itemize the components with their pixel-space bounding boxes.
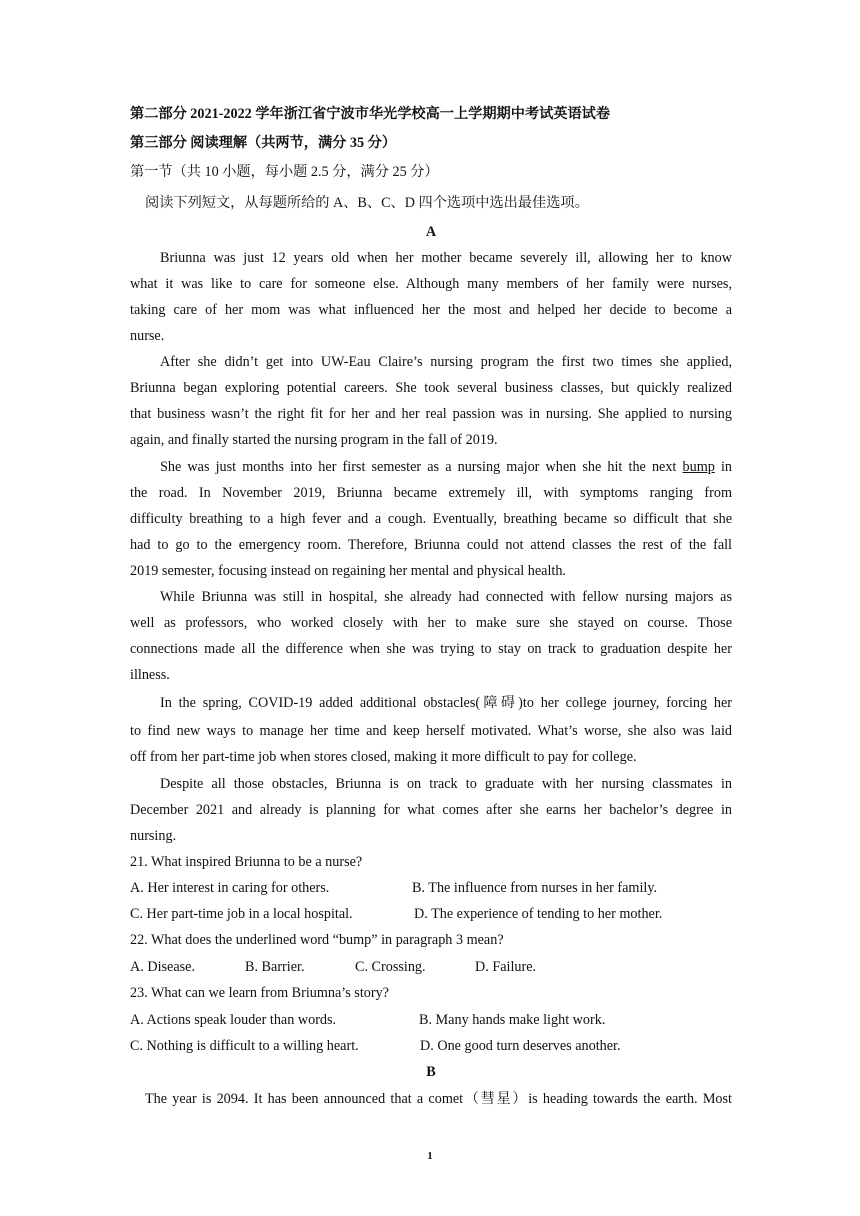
question-21-option-d: D. The experience of tending to her mother.: [414, 906, 663, 922]
passage-a-p2-line: again, and finally started the nursing program in the fall of 2019.: [130, 432, 498, 448]
passage-a-p4-line: illness.: [130, 667, 170, 683]
passage-a-p5-line: to find new ways to manage her time and keep herself motivated. What’s worse, she also was laid: [130, 723, 732, 739]
question-23-option-a: A. Actions speak louder than words.: [130, 1012, 337, 1028]
instructions: 阅读下列短文，从每题所给的 A、B、C、D 四个选项中选出最佳选项。: [145, 195, 589, 211]
passage-b-first-line: The year is 2094. It has been announced that a comet（彗星）is heading towards the earth. Most: [145, 1091, 732, 1107]
passage-a-p3-first-line: [160, 457, 732, 477]
passage-a-p6-line: December 2021 and already is planning for what comes after she earns her bachelor’s degree in: [130, 802, 732, 818]
question-22-option-d: D. Failure.: [475, 959, 537, 975]
passage-b-letter: B: [426, 1064, 436, 1080]
section-title: 第二部分 2021-2022 学年浙江省宁波市华光学校高一上学期期中考试英语试卷: [130, 106, 611, 122]
passage-a-p3-line: had to go to the emergency room. Therefore, Briunna could not attend classes the rest of the fall: [130, 537, 732, 553]
question-23-option-d: D. One good turn deserves another.: [420, 1038, 621, 1054]
passage-a-p3-line: difficulty breathing to a high fever and a cough. Eventually, breathing became so difficult that she: [130, 511, 732, 527]
question-22-option-c: C. Crossing.: [355, 959, 426, 975]
part-title: 第三部分 阅读理解（共两节，满分 35 分）: [130, 135, 397, 151]
passage-a-p2-line: that business wasn’t the right fit for her and her real passion was in nursing. She applied to nursing: [130, 406, 732, 422]
passage-a-p1-line: nurse.: [130, 328, 165, 344]
question-22-stem: 22. What does the underlined word “bump” in paragraph 3 mean?: [130, 932, 504, 948]
question-21-stem: 21. What inspired Briunna to be a nurse?: [130, 854, 363, 870]
question-22-option-b: B. Barrier.: [245, 959, 305, 975]
subsection-title: 第一节（共 10 小题，每小题 2.5 分，满分 25 分）: [130, 164, 439, 180]
question-21-option-c: C. Her part-time job in a local hospital.: [130, 906, 353, 922]
p3-text-after: in: [720, 459, 733, 475]
passage-a-p4-line: connections made all the difference when she was trying to stay on track to graduation despite her: [130, 641, 732, 657]
passage-a-p5-line: In the spring, COVID-19 added additional obstacles(障碍)to her college journey, forcing her: [160, 695, 732, 711]
question-23-stem: 23. What can we learn from Briumna’s story?: [130, 985, 389, 1001]
question-23-option-b: B. Many hands make light work.: [419, 1012, 606, 1028]
passage-a-p1-line: what it was like to care for someone else. Although many members of her family were nurses,: [130, 276, 732, 292]
page-number: 1: [427, 1150, 433, 1162]
question-23-option-c: C. Nothing is difficult to a willing heart.: [130, 1038, 359, 1054]
p3-text-before: She was just months into her first semester as a nursing major when she hit the next: [160, 459, 677, 475]
passage-a-p3-line: 2019 semester, focusing instead on regaining her mental and physical health.: [130, 563, 566, 579]
passage-a-p4-line: While Briunna was still in hospital, she already had connected with fellow nursing majors as: [160, 589, 732, 605]
passage-a-letter: A: [425, 224, 437, 240]
question-21-option-b: B. The influence from nurses in her family.: [412, 880, 658, 896]
passage-a-p2-line: After she didn’t get into UW-Eau Claire’s nursing program the first two times she applied,: [160, 354, 732, 370]
question-22-option-a: A. Disease.: [130, 959, 196, 975]
passage-a-p2-line: Briunna began exploring potential careers. She took several business classes, but quickly realized: [130, 380, 732, 396]
passage-a-p3-line: the road. In November 2019, Briunna became extremely ill, with symptoms ranging from: [130, 485, 732, 501]
passage-a-p6-line: nursing.: [130, 828, 177, 844]
passage-a-p1-line: taking care of her mom was what influenced her the most and helped her decide to become a: [130, 302, 732, 318]
question-21-option-a: A. Her interest in caring for others.: [130, 880, 330, 896]
passage-a-p4-line: well as professors, who worked closely with her to make sure she stayed on course. Those: [130, 615, 732, 631]
passage-a-p1-line: Briunna was just 12 years old when her mother became severely ill, allowing her to know: [160, 250, 732, 266]
passage-a-p6-line: Despite all those obstacles, Briunna is on track to graduate with her nursing classmates in: [160, 776, 732, 792]
passage-a-p5-line: off from her part-time job when stores closed, making it more difficult to pay for college.: [130, 749, 637, 765]
underlined-word-bump: bump: [682, 459, 715, 475]
